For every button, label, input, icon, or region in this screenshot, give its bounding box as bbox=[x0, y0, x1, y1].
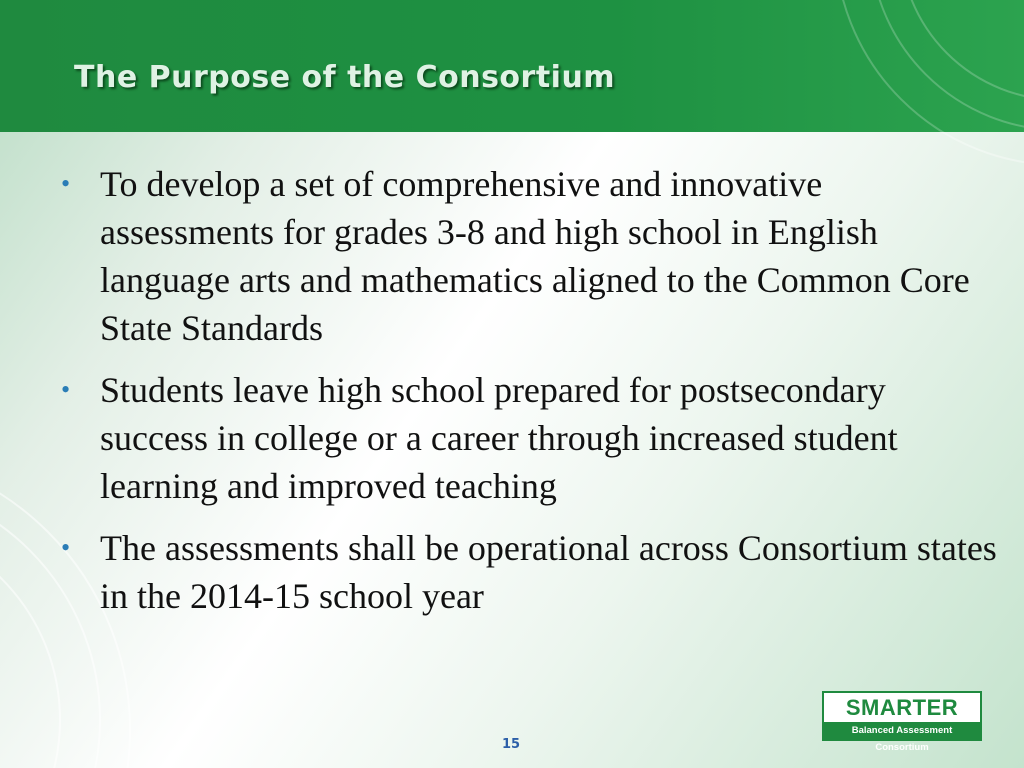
slide-title: The Purpose of the Consortium bbox=[74, 60, 616, 95]
bullet-item bbox=[58, 366, 998, 510]
bullet-icon: • bbox=[61, 375, 71, 404]
bullet-item bbox=[58, 524, 998, 620]
page-number: 15 bbox=[502, 737, 521, 752]
slide-header bbox=[0, 0, 1024, 132]
smarter-balanced-logo bbox=[822, 691, 982, 753]
logo-tagline: Balanced Assessment Consortium bbox=[824, 722, 980, 739]
bullet-text: To develop a set of comprehensive and innovative assessments for grades 3-8 and high school in English language arts and mathematics aligned to the Common Core State Standards bbox=[100, 164, 970, 348]
bullet-item bbox=[58, 160, 998, 352]
bullet-list bbox=[58, 160, 998, 634]
bullet-text: The assessments shall be operational across Consortium states in the 2014-15 school year bbox=[100, 528, 997, 616]
bullet-text: Students leave high school prepared for postsecondary success in college or a career through increased student learning and improved teaching bbox=[100, 370, 898, 506]
logo-name: SMARTER bbox=[845, 695, 959, 720]
bullet-icon: • bbox=[61, 169, 71, 198]
bullet-icon: • bbox=[61, 533, 71, 562]
